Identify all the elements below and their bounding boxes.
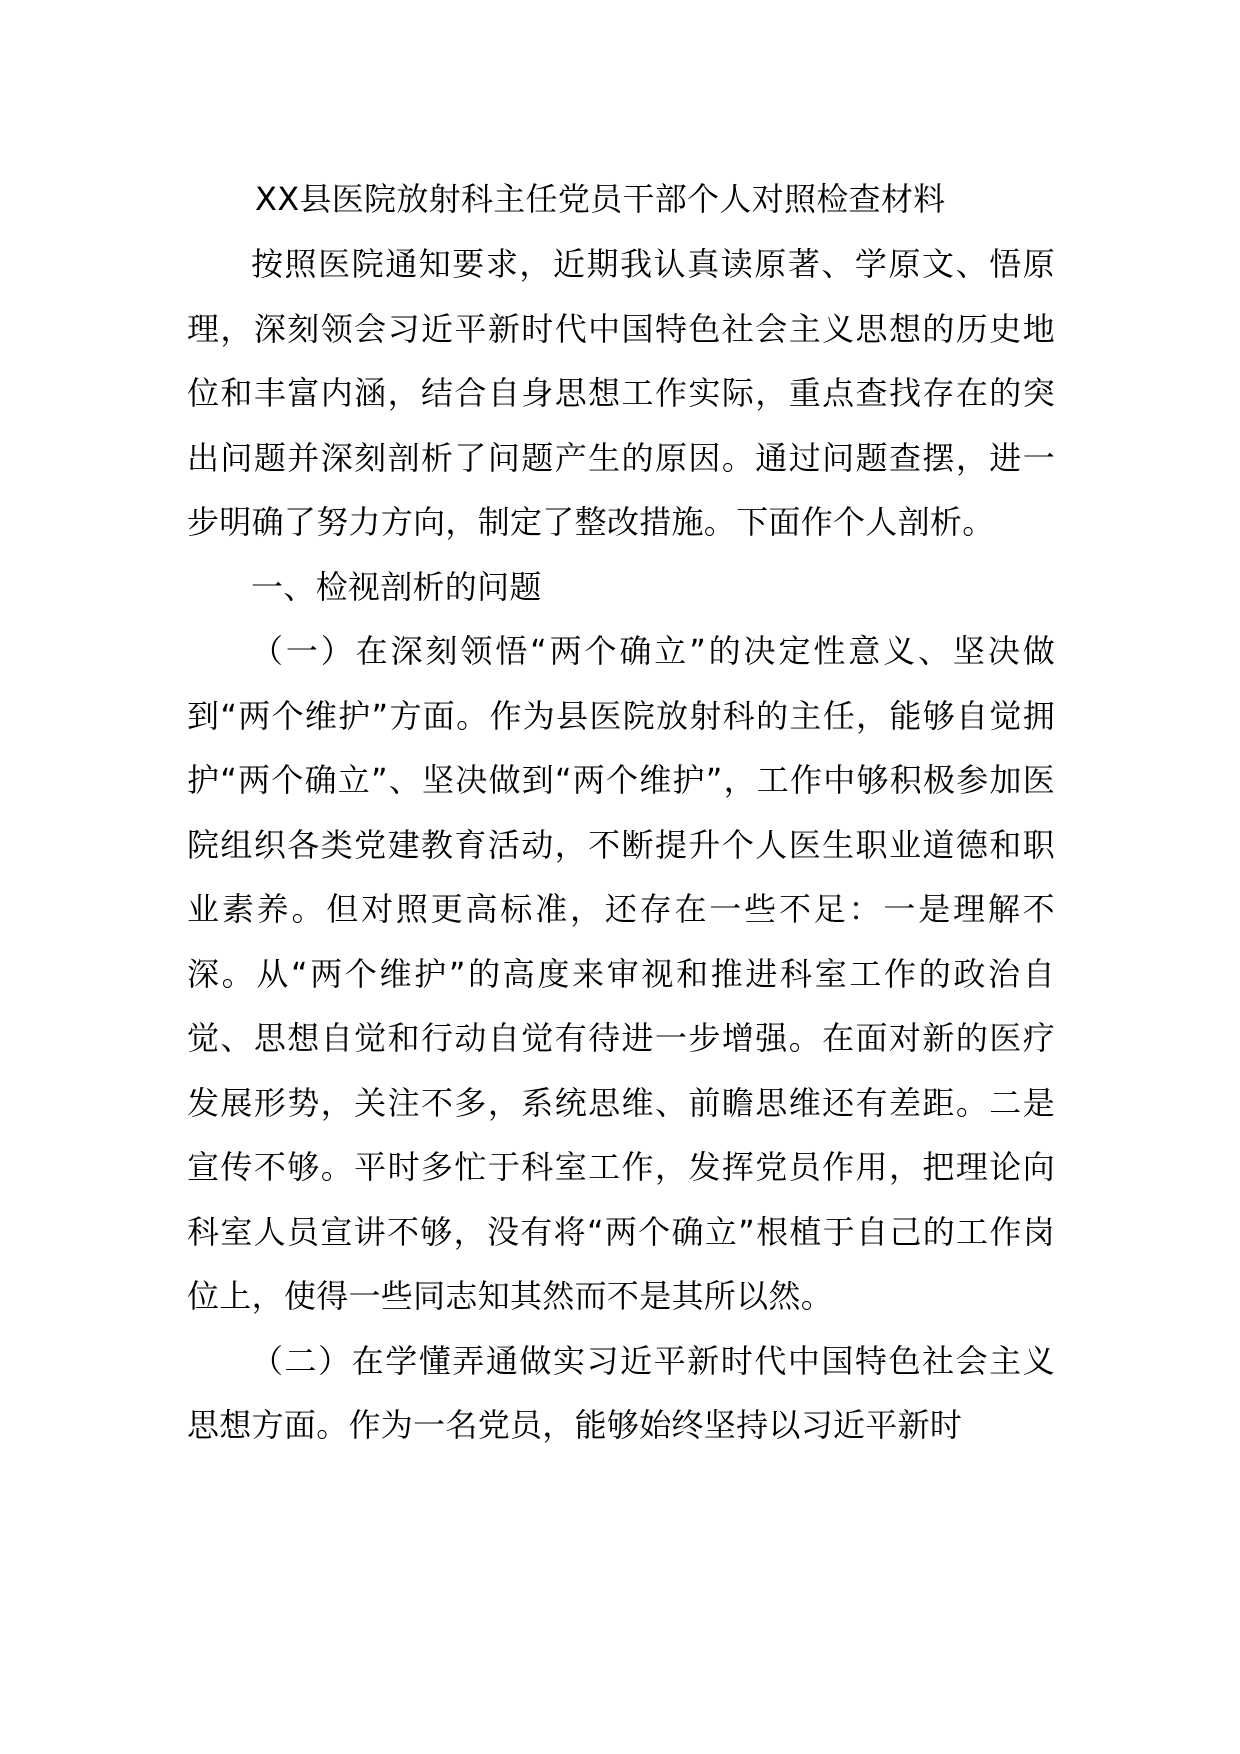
subsection-paragraph-1: （一）在深刻领悟“两个确立”的决定性意义、坚决做到“两个维护”方面。作为县医院放射科的主任，能够自觉拥护“两个确立”、坚决做到“两个维护”，工作中够积极参加医院组织各类党建教育活动，不断提升个人医生职业道德和职业素养。但对照更高标准，还存在一些不足：一是理解不深。从“两个维护”的高度来审视和推进科室工作的政治自觉、思想自觉和行动自觉有待进一步增强。在面对新的医疗发展形势，关注不多，系统思维、前瞻思维还有差距。二是宣传不够。平时多忙于科室工作，发挥党员作用，把理论向科室人员宣讲不够，没有将“两个确立”根植于自己的工作岗位上，使得一些同志知其然而不是其所以然。 (187, 632, 1055, 1315)
subsection-paragraph-2: （二）在学懂弄通做实习近平新时代中国特色社会主义思想方面。作为一名党员，能够始终坚持以习近平新时 (187, 1341, 1055, 1444)
section-heading: 一、检视剖析的问题 (251, 567, 542, 606)
document-title: XX县医院放射科主任党员干部个人对照检查材料 (255, 180, 946, 218)
document-body (187, 232, 1055, 1458)
intro-paragraph: 按照医院通知要求，近期我认真读原著、学原文、悟原理，深刻领会习近平新时代中国特色社会主义思想的历史地位和丰富内涵，结合自身思想工作实际，重点查找存在的突出问题并深刻剖析了问题产生的原因。通过问题查摆，进一步明确了努力方向，制定了整改措施。下面作个人剖析。 (187, 245, 1055, 541)
